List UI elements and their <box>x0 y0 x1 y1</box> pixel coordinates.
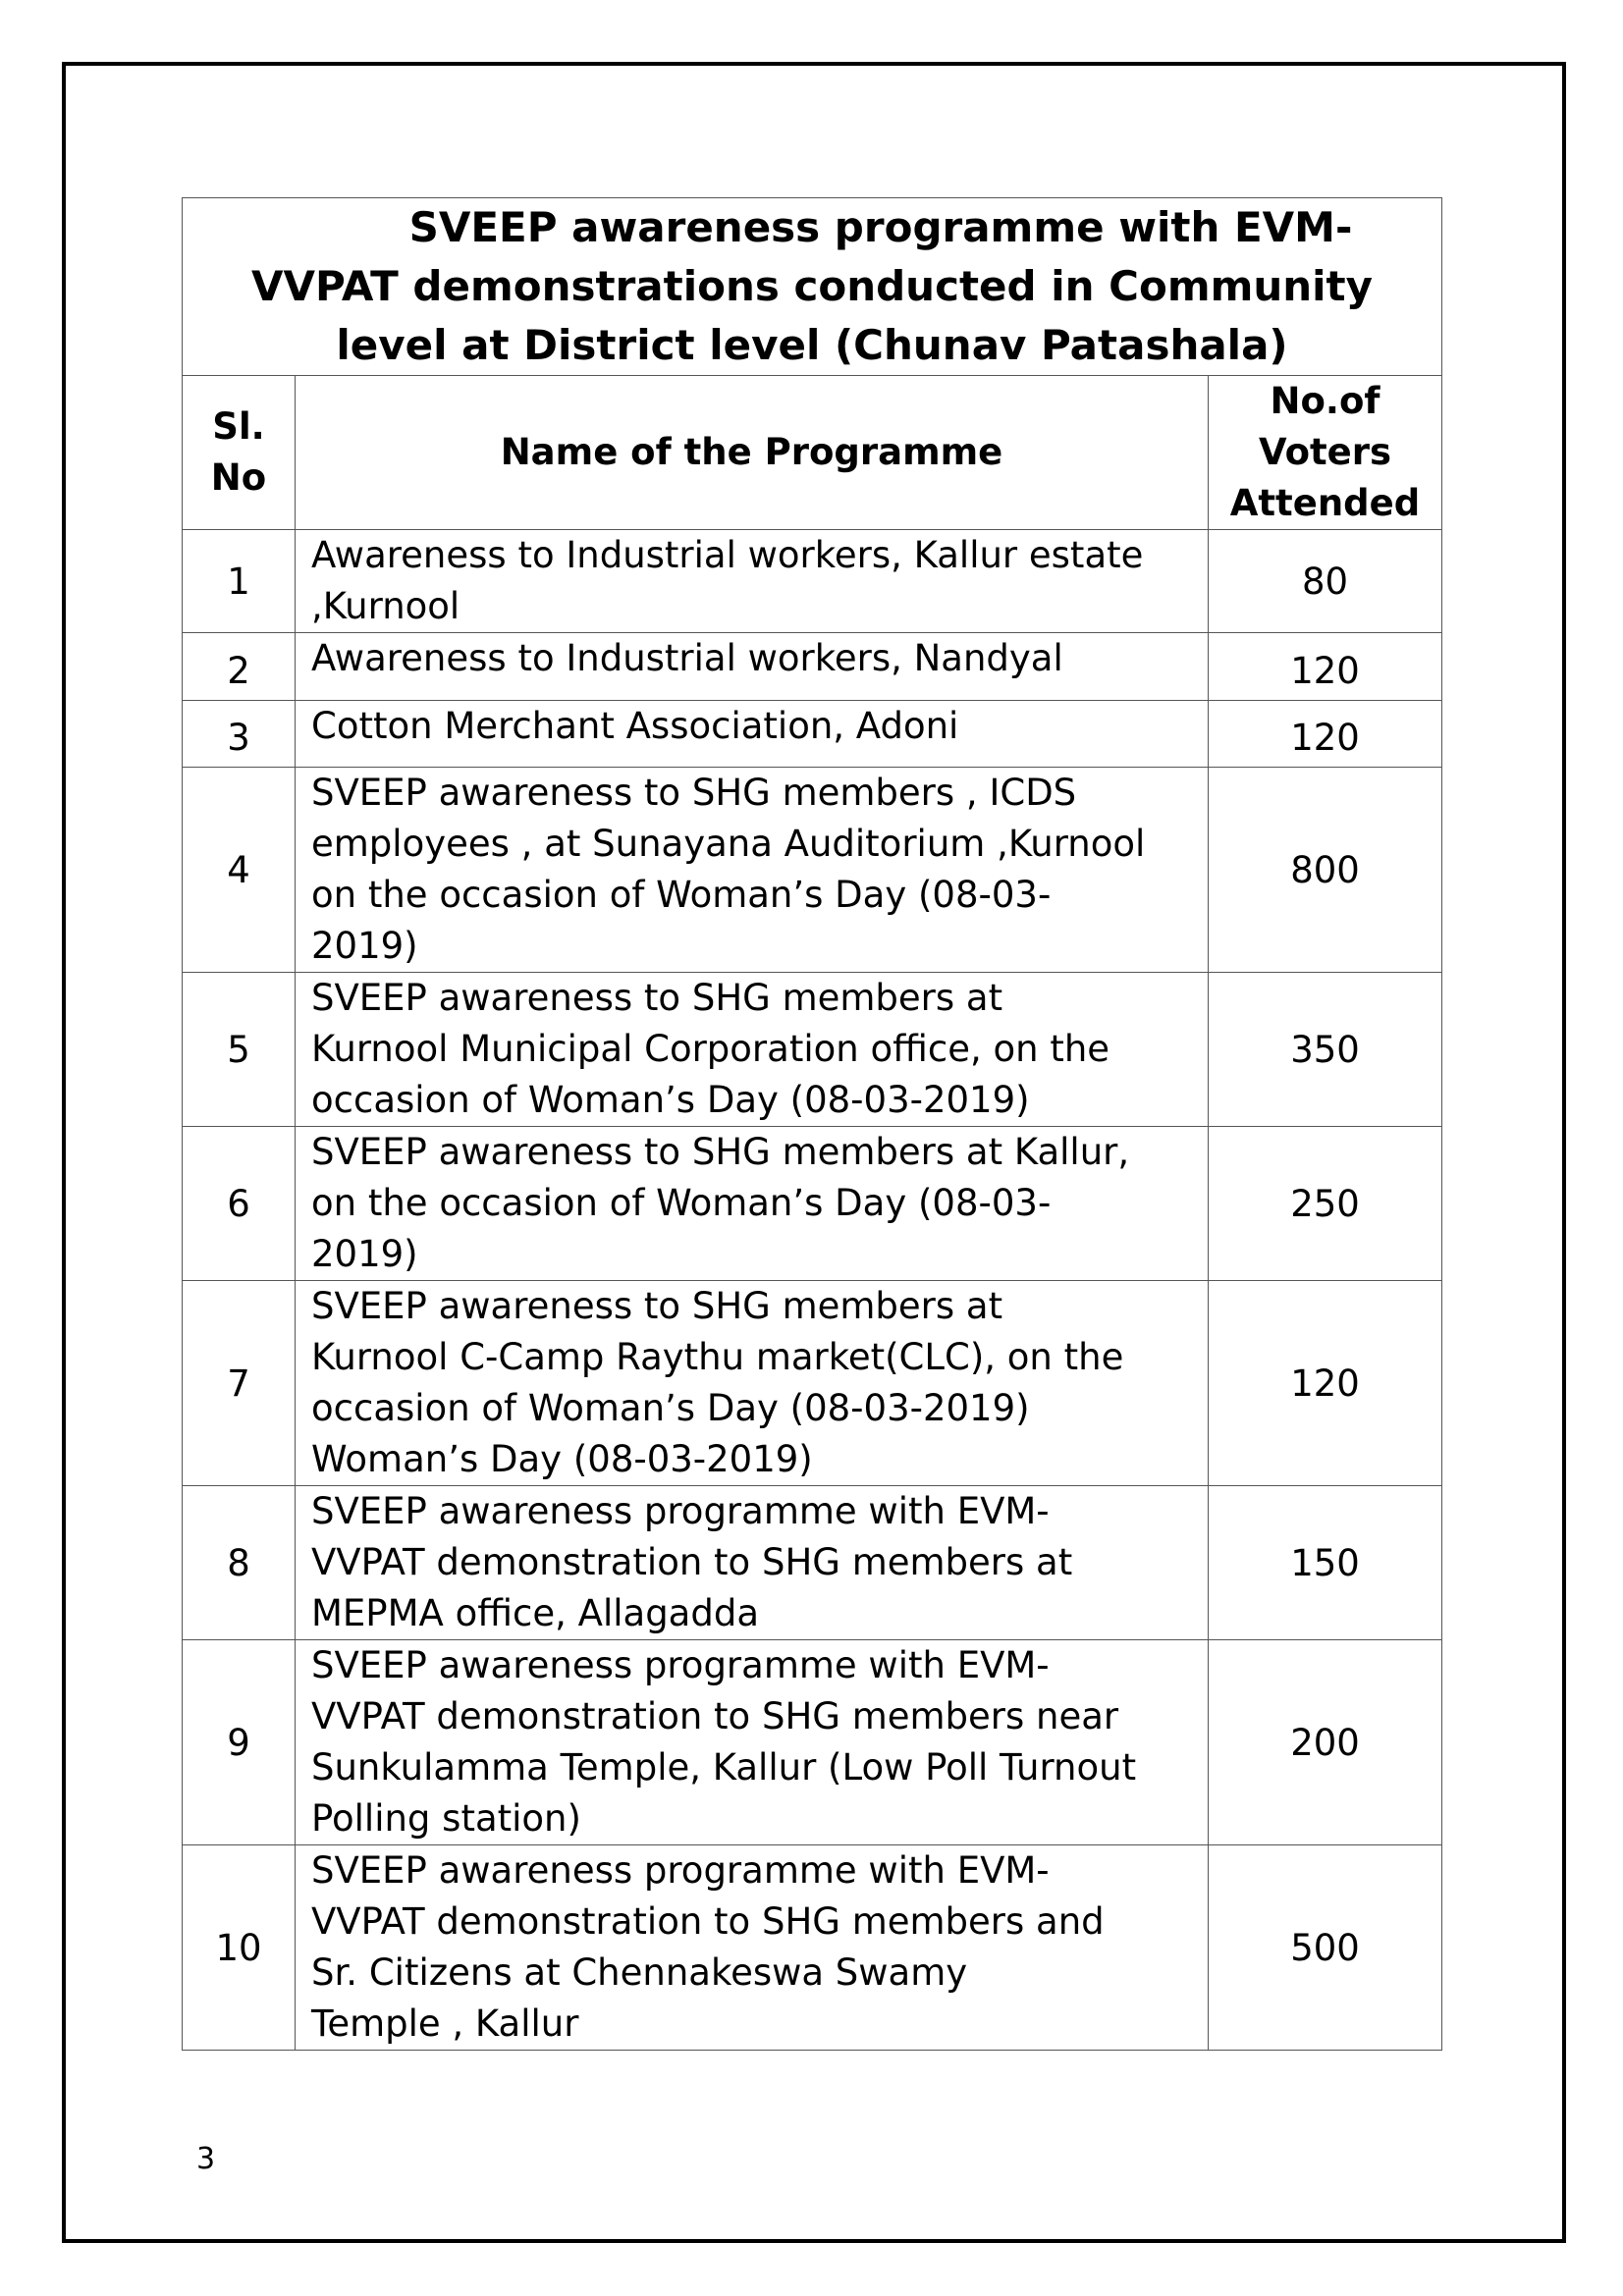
sl-no-cell: 8 <box>183 1486 296 1640</box>
table-row <box>183 1486 1442 1640</box>
sl-no-cell: 3 <box>183 701 296 768</box>
voters-attended-cell: 350 <box>1209 973 1442 1127</box>
programme-name-cell <box>296 701 1209 768</box>
sl-no-cell: 10 <box>183 1845 296 2051</box>
programme-name-cell <box>296 530 1209 633</box>
programme-name-line: VVPAT demonstration to SHG members and <box>311 1900 1105 1943</box>
sl-no-cell: 9 <box>183 1640 296 1845</box>
programme-name-line: employees , at Sunayana Auditorium ,Kurnool <box>311 823 1146 865</box>
voters-attended-cell: 80 <box>1209 530 1442 633</box>
programme-name-cell <box>296 1486 1209 1640</box>
programme-name-line: 2019) <box>311 1233 418 1275</box>
programme-name-line: Sunkulamma Temple, Kallur (Low Poll Turnout <box>311 1746 1137 1789</box>
table-title-line: VVPAT demonstrations conducted in Community <box>250 262 1374 310</box>
table-row <box>183 1845 1442 2051</box>
programme-name-cell <box>296 633 1209 701</box>
table-row <box>183 1281 1442 1486</box>
programme-name-line: MEPMA office, Allagadda <box>311 1592 759 1634</box>
header-voters-attended <box>1209 376 1442 530</box>
table-title <box>183 198 1442 376</box>
programme-name-cell <box>296 1845 1209 2051</box>
programme-name-line: Kurnool Municipal Corporation office, on the <box>311 1028 1110 1070</box>
table-row <box>183 701 1442 768</box>
voters-attended-cell: 250 <box>1209 1127 1442 1281</box>
voters-attended-cell: 120 <box>1209 633 1442 701</box>
programme-name-line: Kurnool C-Camp Raythu market(CLC), on the <box>311 1336 1124 1378</box>
programme-name-line: Cotton Merchant Association, Adoni <box>311 705 959 747</box>
programme-name-line: SVEEP awareness programme with EVM- <box>311 1490 1050 1532</box>
sl-no-cell: 5 <box>183 973 296 1127</box>
programme-name-line: occasion of Woman’s Day (08-03-2019) <box>311 1387 1030 1429</box>
sl-no-cell: 4 <box>183 768 296 973</box>
programme-name-line: VVPAT demonstration to SHG members near <box>311 1695 1119 1737</box>
programme-name-line: SVEEP awareness to SHG members at Kallur, <box>311 1131 1130 1173</box>
table-row <box>183 768 1442 973</box>
programme-name-line: Temple , Kallur <box>311 2002 579 2045</box>
table-body <box>183 530 1442 2051</box>
voters-attended-cell: 500 <box>1209 1845 1442 2051</box>
table-header-row <box>183 376 1442 530</box>
programme-name-line: Awareness to Industrial workers, Kallur estate <box>311 534 1144 576</box>
header-voters-line: Attended <box>1229 482 1421 524</box>
programme-name-line: 2019) <box>311 925 418 967</box>
sl-no-cell: 1 <box>183 530 296 633</box>
programme-name-line: Sr. Citizens at Chennakeswa Swamy <box>311 1951 968 1994</box>
sveep-programme-table <box>182 197 1442 2051</box>
table-title-row <box>183 198 1442 376</box>
sl-no-cell: 6 <box>183 1127 296 1281</box>
table-row <box>183 530 1442 633</box>
programme-name-line: Woman’s Day (08-03-2019) <box>311 1438 813 1480</box>
header-programme-name: Name of the Programme <box>296 376 1209 530</box>
voters-attended-cell: 120 <box>1209 701 1442 768</box>
table-row <box>183 973 1442 1127</box>
header-sl-no <box>183 376 296 530</box>
programme-name-cell <box>296 768 1209 973</box>
header-sl-no-line: No <box>210 456 267 499</box>
programme-name-cell <box>296 1281 1209 1486</box>
header-voters-line: Voters <box>1258 431 1392 473</box>
sl-no-cell: 7 <box>183 1281 296 1486</box>
table-title-line: SVEEP awareness programme with EVM- <box>408 203 1353 251</box>
table-title-line: level at District level (Chunav Patashala) <box>336 321 1288 369</box>
table-row <box>183 1640 1442 1845</box>
programme-name-cell <box>296 1127 1209 1281</box>
sl-no-cell: 2 <box>183 633 296 701</box>
programme-name-line: SVEEP awareness programme with EVM- <box>311 1849 1050 1892</box>
programme-name-line: SVEEP awareness to SHG members at <box>311 1285 1003 1327</box>
voters-attended-cell: 200 <box>1209 1640 1442 1845</box>
voters-attended-cell: 150 <box>1209 1486 1442 1640</box>
programme-name-line: SVEEP awareness to SHG members , ICDS <box>311 772 1077 814</box>
programme-name-line: ,Kurnool <box>311 585 460 627</box>
header-voters-line: No.of <box>1270 380 1380 422</box>
voters-attended-cell: 800 <box>1209 768 1442 973</box>
programme-name-cell <box>296 1640 1209 1845</box>
programme-name-line: VVPAT demonstration to SHG members at <box>311 1541 1073 1583</box>
programme-name-line: SVEEP awareness to SHG members at <box>311 977 1003 1019</box>
table-row <box>183 633 1442 701</box>
programme-name-line: on the occasion of Woman’s Day (08-03- <box>311 874 1052 916</box>
header-sl-no-line: Sl. <box>212 405 265 448</box>
programme-name-line: occasion of Woman’s Day (08-03-2019) <box>311 1079 1030 1121</box>
page-number: 3 <box>196 2142 216 2176</box>
programme-name-line: Polling station) <box>311 1797 581 1840</box>
programme-name-cell <box>296 973 1209 1127</box>
programme-name-line: SVEEP awareness programme with EVM- <box>311 1644 1050 1686</box>
voters-attended-cell: 120 <box>1209 1281 1442 1486</box>
programme-name-line: Awareness to Industrial workers, Nandyal <box>311 637 1063 679</box>
table-row <box>183 1127 1442 1281</box>
programme-name-line: on the occasion of Woman’s Day (08-03- <box>311 1182 1052 1224</box>
